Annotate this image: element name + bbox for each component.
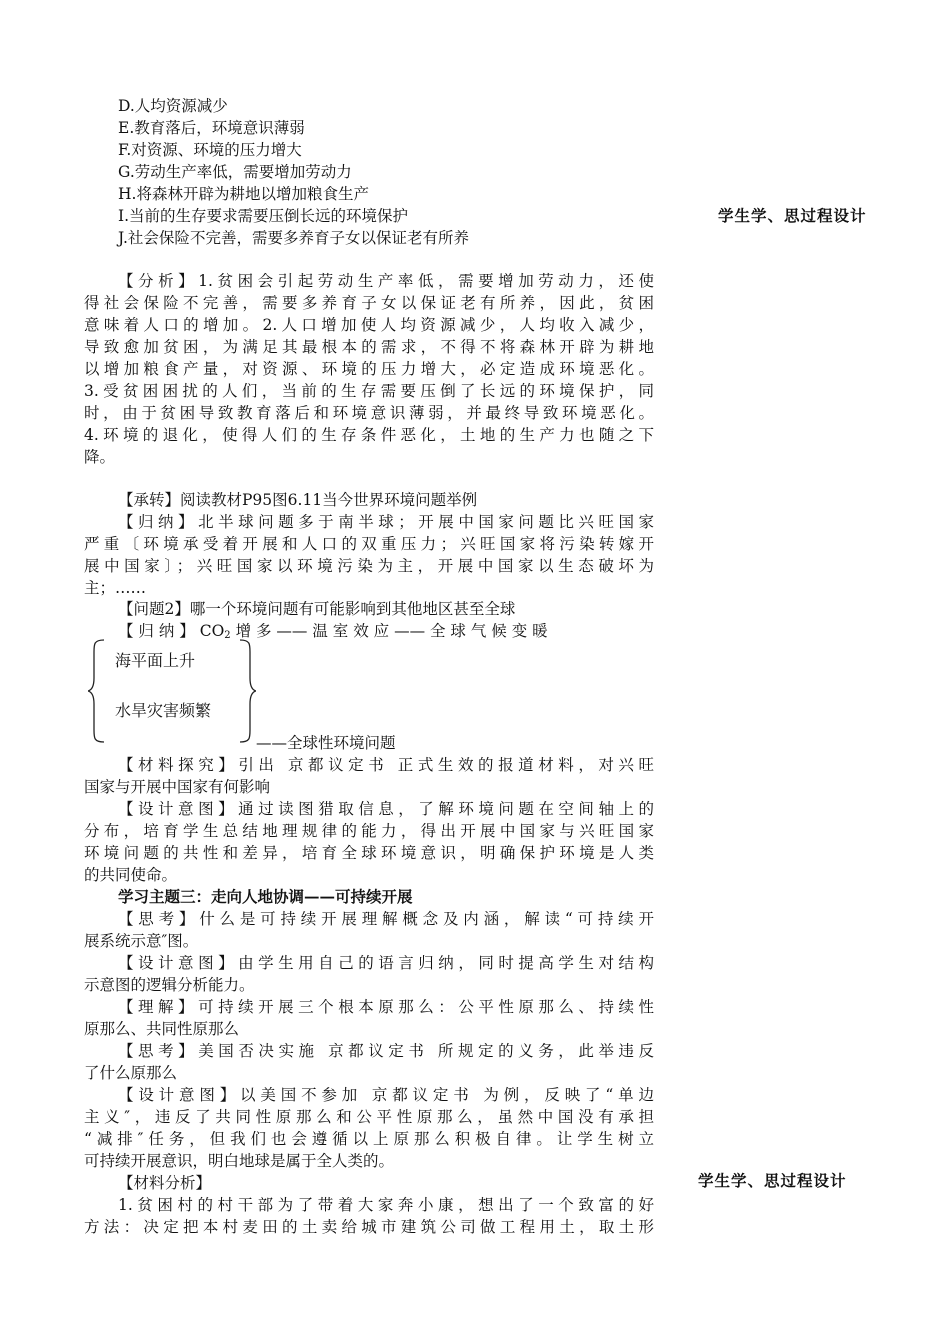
design-intent-1-line-2: 分布，培育学生总结地理规律的能力，得出开展中国家与兴旺国家 (84, 822, 654, 840)
option-i: I.当前的生存要求需要压倒长远的环境保护 (118, 207, 409, 225)
side-note-1: 学生学、思过程设计 (718, 206, 867, 225)
analysis-line-1: 【分析】1.贫困会引起劳动生产率低，需要增加劳动力，还使 (118, 272, 654, 290)
brace-item-disasters: 水旱灾害频繁 (115, 701, 212, 720)
option-d: D.人均资源减少 (118, 97, 228, 115)
analysis-line-7: 时，由于贫困导致教育落后和环境意识薄弱，并最终导致环境恶化。 (84, 404, 654, 422)
brace-item-sea-level: 海平面上升 (115, 651, 196, 670)
design-intent-3-line-2: 主义″，违反了共同性原那么和公平性原那么，虽然中国没有承担 (84, 1108, 654, 1126)
material-explore-line-1: 【材料探究】引出 京都议定书 正式生效的报道材料，对兴旺 (118, 756, 654, 774)
understand-line-2: 原那么、共同性原那么 (84, 1020, 240, 1038)
material-analysis-heading: 【材料分析】 (118, 1174, 212, 1192)
question-2: 【问题2】哪一个环境问题有可能影响到其他地区甚至全球 (118, 600, 516, 618)
analysis-line-4: 导致愈加贫困，为满足其最根本的需求，不得不将森林开辟为耕地 (84, 338, 654, 356)
analysis-line-3: 意味着人口的增加。2.人口增加使人均资源减少，人均收入减少， (84, 316, 654, 334)
option-f: F.对资源、环境的压力增大 (118, 141, 302, 159)
material-explore-line-2: 国家与开展中国家有何影响 (84, 778, 271, 796)
design-intent-3-line-3: “减排″任务，但我们也会遵循以上原那么积极自律。让学生树立 (84, 1130, 654, 1148)
design-intent-3-line-4: 可持续开展意识，明白地球是属于全人类的。 (84, 1152, 395, 1170)
think-2-line-1: 【思考】美国否决实施 京都议定书 所规定的义务，此举违反 (118, 1042, 654, 1060)
side-note-2: 学生学、思过程设计 (698, 1171, 847, 1190)
design-intent-1-line-3: 环境问题的共性和差异，培育全球环境意识，明确保护环境是人类 (84, 844, 654, 862)
summary-line-3: 展中国家〕；兴旺国家以环境污染为主，开展中国家以生态破坏为 (84, 557, 654, 575)
option-e: E.教育落后，环境意识薄弱 (118, 119, 305, 137)
summary-line-2: 严重〔环境承受着开展和人口的双重压力；兴旺国家将污染转嫁开 (84, 535, 654, 553)
theme3-title: 学习主题三：走向人地协调——可持续开展 (118, 887, 413, 906)
understand-line-1: 【理解】可持续开展三个根本原那么：公平性原那么、持续性 (118, 998, 654, 1016)
case-1-line-1: 1.贫困村的村干部为了带着大家奔小康，想出了一个致富的好 (118, 1196, 654, 1214)
think-2-line-2: 了什么原那么 (84, 1064, 178, 1082)
design-intent-1-line-4: 的共同使命。 (84, 866, 178, 884)
co2-chain-prefix: 【 归 纳 】 CO (118, 622, 225, 640)
analysis-line-2: 得社会保险不完善，需要多养育子女以保证老有所养，因此，贫困 (84, 294, 654, 312)
summary-line-1: 【归纳】北半球问题多于南半球；开展中国家问题比兴旺国家 (118, 513, 654, 531)
case-1-line-2: 方法：决定把本村麦田的土卖给城市建筑公司做工程用土，取土形 (84, 1218, 654, 1236)
design-intent-2-line-1: 【设计意图】由学生用自己的语言归纳，同时提高学生对结构 (118, 954, 654, 972)
co2-chain-suffix: 增 多 —— 温 室 效 应 —— 全 球 气 候 变 暖 (230, 622, 548, 640)
design-intent-2-line-2: 示意图的逻辑分析能力。 (84, 976, 255, 994)
option-h: H.将森林开辟为耕地以增加粮食生产 (118, 185, 369, 203)
design-intent-3-line-1: 【设计意图】以美国不参加 京都议定书 为例，反映了“单边 (118, 1086, 654, 1104)
analysis-line-5: 以增加粮食产量，对资源、环境的压力增大，必定造成环境恶化。 (84, 360, 654, 378)
option-j: J.社会保险不完善，需要多养育子女以保证老有所养 (118, 229, 469, 247)
analysis-line-8: 4.环境的退化，使得人们的生存条件恶化，土地的生产力也随之下 (84, 426, 654, 444)
co2-subscript: 2 (224, 630, 231, 641)
analysis-line-6: 3.受贫困困扰的人们，当前的生存需要压倒了长远的环境保护，同 (84, 382, 654, 400)
think-1-line-1: 【思考】什么是可持续开展理解概念及内涵，解读“可持续开 (118, 910, 654, 928)
summary-line-4: 主；…… (84, 579, 147, 597)
design-intent-1-line-1: 【设计意图】通过读图猎取信息，了解环境问题在空间轴上的 (118, 800, 654, 818)
global-issue: ——全球性环境问题 (256, 734, 396, 752)
analysis-line-9: 降。 (84, 448, 116, 466)
left-brace (88, 640, 104, 742)
option-g: G.劳动生产率低，需要增加劳动力 (118, 163, 352, 181)
transition-text: 【承转】阅读教材P95图6.11当今世界环境问题举例 (118, 491, 478, 509)
right-brace (240, 640, 256, 742)
think-1-line-2: 展系统示意″图。 (84, 932, 199, 950)
